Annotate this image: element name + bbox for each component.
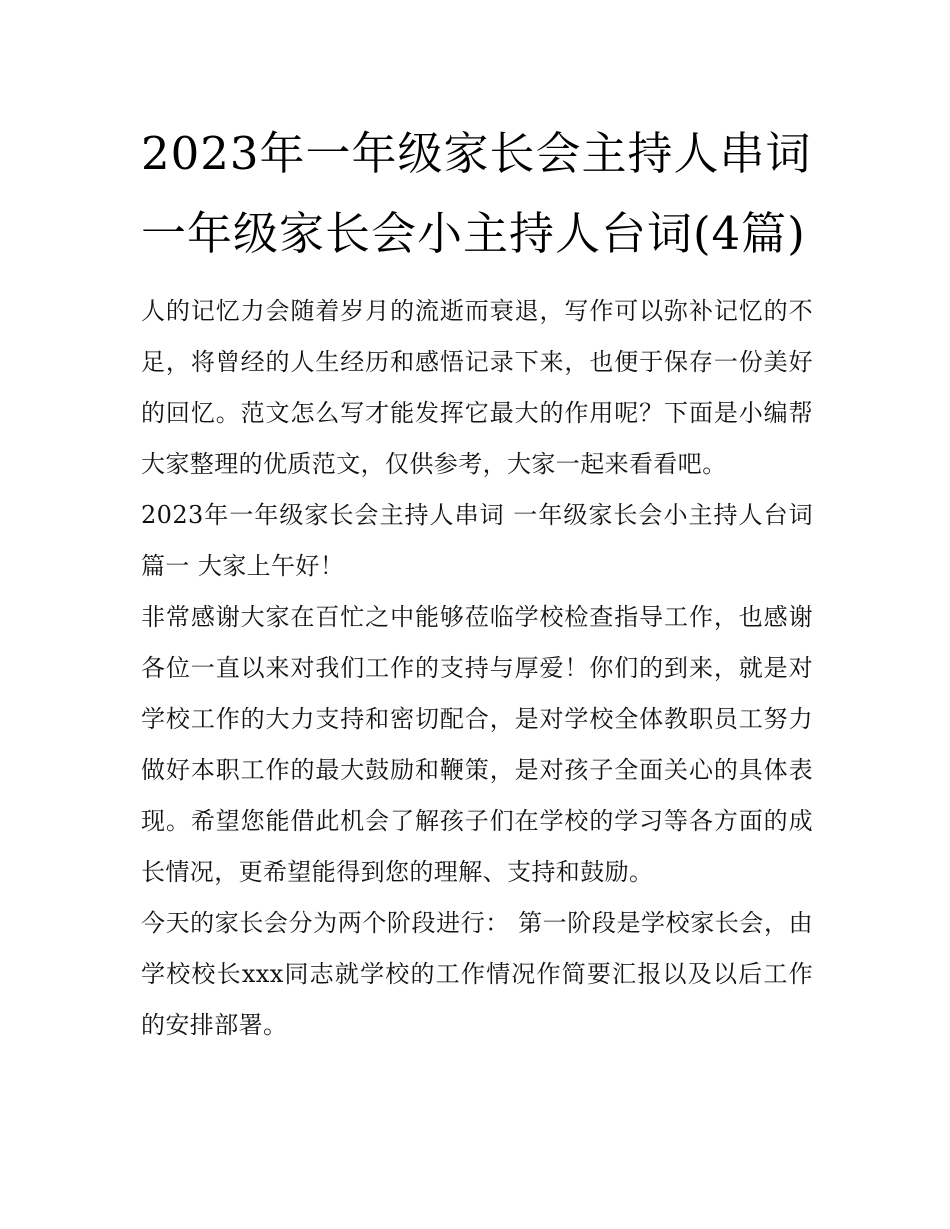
document-title: 2023年一年级家长会主持人串词 一年级家长会小主持人台词(4篇) [141,127,812,260]
body-paragraph: 今天的家长会分为两个阶段进行： 第一阶段是学校家长会，由学校校长xxx同志就学校的工作情况作简要汇报以及以后工作的安排部署。 [141,909,813,1039]
intro-paragraph: 人的记忆力会随着岁月的流逝而衰退，写作可以弥补记忆的不足，将曾经的人生经历和感悟记录下来，也便于保存一份美好的回忆。范文怎么写才能发挥它最大的作用呢？下面是小编帮大家整理的优质范文，仅供参考，大家一起来看看吧。 [141,297,813,478]
body-paragraph: 非常感谢大家在百忙之中能够莅临学校检查指导工作，也感谢各位一直以来对我们工作的支持与厚爱！你们的到来，就是对学校工作的大力支持和密切配合，是对学校全体教职员工努力做好本职工作的最大鼓励和鞭策，是对孩子全面关心的具体表现。希望您能借此机会了解孩子们在学校的学习等各方面的成长情况，更希望能得到您的理解、支持和鼓励。 [141,603,813,886]
document-page [141,114,813,1051]
section-heading-paragraph: 2023年一年级家长会主持人串词 一年级家长会小主持人台词篇一 大家上午好！ [141,501,813,580]
